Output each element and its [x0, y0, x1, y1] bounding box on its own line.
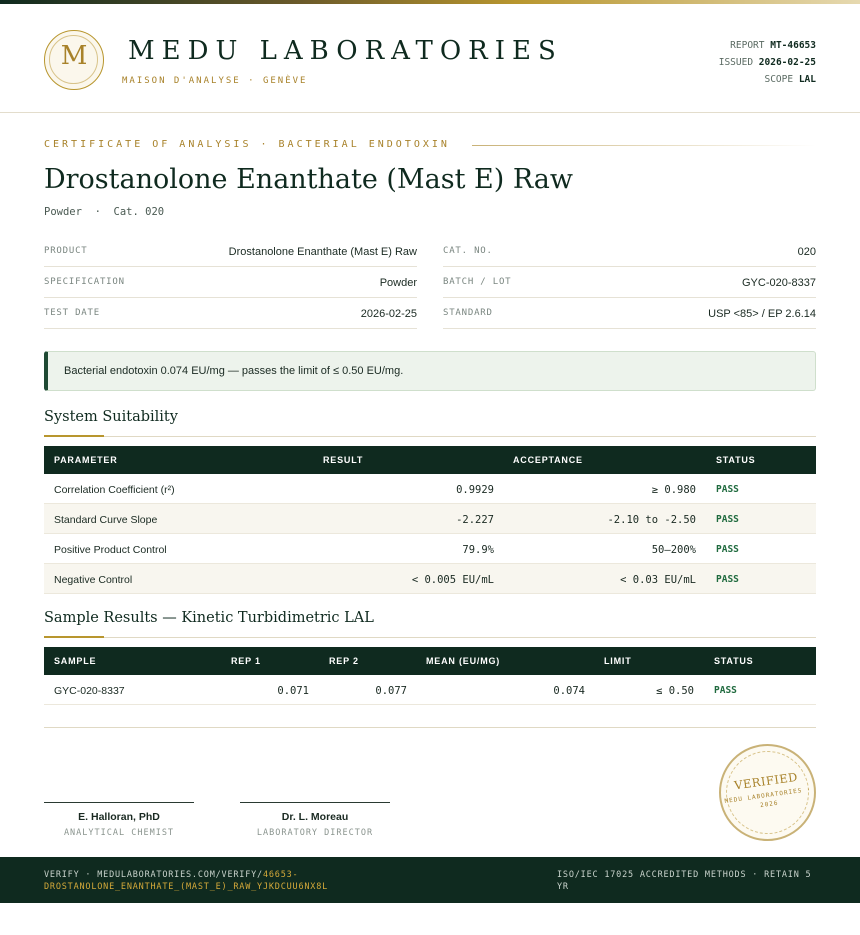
cell-acceptance: 50–200%: [651, 544, 696, 556]
cell-sample: GYC-020-8337: [54, 685, 125, 697]
sample-results-table: [44, 647, 816, 705]
cell-rep1: 0.071: [277, 685, 309, 697]
verify-code: 46653-DROSTANOLONE_ENANTHATE_(MAST_E)_RAW_YJKDCUU6NX8L: [44, 870, 329, 892]
table-row: [44, 564, 816, 594]
brand-name: MEDU LABORATORIES: [128, 36, 563, 66]
col-header-limit: LIMIT: [604, 656, 632, 666]
verify-link[interactable]: [44, 869, 374, 893]
col-header-sample: SAMPLE: [54, 656, 97, 666]
info-label: PRODUCT: [44, 246, 88, 256]
issued-line: [719, 54, 816, 71]
cell-result: -2.227: [456, 514, 494, 526]
scope-line: [719, 71, 816, 88]
signature-divider: [44, 727, 816, 728]
suitability-section-rule: [44, 436, 816, 437]
report-footer: [0, 857, 860, 903]
scope-value: LAL: [798, 74, 816, 85]
scope-label: SCOPE: [764, 74, 794, 85]
verified-stamp: [719, 744, 816, 841]
col-header-result: RESULT: [323, 455, 364, 465]
product-title: Drostanolone Enanthate (Mast E) Raw: [44, 164, 573, 195]
report-label: REPORT: [730, 40, 765, 51]
info-column-left: [44, 236, 417, 329]
col-header-status: STATUS: [714, 656, 754, 666]
verdict-banner: [44, 351, 816, 391]
cell-acceptance: < 0.03 EU/mL: [620, 574, 696, 586]
brand-subtitle: MAISON D'ANALYSE · GENÈVE: [122, 76, 308, 86]
col-header-mean: MEAN (EU/MG): [426, 656, 501, 666]
info-label: BATCH / LOT: [443, 277, 512, 287]
cell-result: 79.9%: [462, 544, 494, 556]
cell-mean: 0.074: [553, 685, 585, 697]
suitability-table: [44, 446, 816, 594]
col-header-rep1: REP 1: [231, 656, 261, 666]
info-value: Powder: [379, 277, 417, 289]
eyebrow-divider: [472, 145, 816, 146]
cell-parameter: Standard Curve Slope: [54, 514, 158, 526]
logo-letter: M: [60, 41, 88, 71]
report-id: MT-46653: [770, 40, 816, 51]
info-row-cat-no: [443, 236, 816, 267]
info-value: GYC-020-8337: [742, 277, 816, 289]
info-column-right: [443, 236, 816, 329]
samples-table-header: [44, 647, 816, 675]
table-row: [44, 504, 816, 534]
samples-section-title: Sample Results — Kinetic Turbidimetric LAL: [44, 610, 374, 626]
info-row-standard: [443, 298, 816, 329]
cell-parameter: Positive Product Control: [54, 544, 167, 556]
suitability-table-header: [44, 446, 816, 474]
info-value: 020: [797, 246, 816, 258]
cell-status: PASS: [716, 544, 739, 555]
signer-role: ANALYTICAL CHEMIST: [63, 828, 175, 838]
cell-status: PASS: [716, 514, 739, 525]
verify-prefix: VERIFY · MEDULABORATORIES.COM/VERIFY/: [44, 870, 263, 880]
info-row-batch-lot: [443, 267, 816, 298]
col-header-parameter: PARAMETER: [54, 455, 118, 465]
info-label: SPECIFICATION: [44, 277, 125, 287]
verdict-text: Bacterial endotoxin 0.074 EU/mg — passes the limit of ≤ 0.50 EU/mg.: [64, 365, 404, 377]
info-label: STANDARD: [443, 308, 493, 318]
cell-status: PASS: [714, 685, 737, 696]
suitability-section-title: System Suitability: [44, 409, 178, 425]
samples-section-rule: [44, 637, 816, 638]
issued-label: ISSUED: [718, 57, 754, 68]
lab-logo-seal: [44, 30, 104, 90]
info-row-product: [44, 236, 417, 267]
cell-parameter: Negative Control: [54, 574, 133, 586]
cell-parameter: Correlation Coefficient (r²): [54, 484, 175, 496]
table-row: [44, 474, 816, 504]
report-id-line: [719, 37, 816, 54]
info-row-specification: [44, 267, 417, 298]
table-row: [44, 534, 816, 564]
product-subtitle: Powder · Cat. 020: [44, 206, 165, 218]
info-label: TEST DATE: [44, 308, 100, 318]
col-header-rep2: REP 2: [329, 656, 359, 666]
accreditation-note: ISO/IEC 17025 ACCREDITED METHODS · RETAIN 5 YR: [557, 870, 812, 892]
cell-status: PASS: [716, 574, 739, 585]
signer-role: LABORATORY DIRECTOR: [256, 828, 374, 838]
report-meta: [719, 37, 816, 88]
signer-name: E. Halloran, PhD: [78, 811, 160, 823]
cell-result: < 0.005 EU/mL: [411, 574, 494, 586]
info-value: 2026-02-25: [360, 308, 417, 320]
samples-section-accent: [44, 636, 104, 638]
signature-laboratory-director: [240, 802, 390, 838]
certificate-eyebrow: [44, 139, 816, 153]
col-header-acceptance: ACCEPTANCE: [513, 455, 583, 465]
col-header-status: STATUS: [716, 455, 756, 465]
eyebrow-text: CERTIFICATE OF ANALYSIS · BACTERIAL ENDOTOXIN: [44, 139, 450, 150]
info-label: CAT. NO.: [443, 246, 493, 256]
stamp-verified-text: VERIFIED: [733, 769, 799, 793]
table-row: [44, 675, 816, 705]
suitability-section-accent: [44, 435, 104, 437]
cell-rep2: 0.077: [375, 685, 407, 697]
cell-acceptance: -2.10 to -2.50: [607, 514, 696, 526]
report-header: [0, 4, 860, 113]
cell-acceptance: ≥ 0.980: [651, 484, 696, 496]
info-row-test-date: [44, 298, 417, 329]
cell-limit: ≤ 0.50: [656, 685, 694, 697]
info-value: USP <85> / EP 2.6.14: [708, 308, 816, 320]
info-value: Drostanolone Enanthate (Mast E) Raw: [228, 246, 417, 258]
signer-name: Dr. L. Moreau: [281, 811, 349, 823]
issued-date: 2026-02-25: [758, 57, 816, 68]
cell-status: PASS: [716, 484, 739, 495]
stamp-lab-text: MEDU LABORATORIES · 2026: [724, 785, 812, 810]
cell-result: 0.9929: [456, 484, 494, 496]
signature-analytical-chemist: [44, 802, 194, 838]
